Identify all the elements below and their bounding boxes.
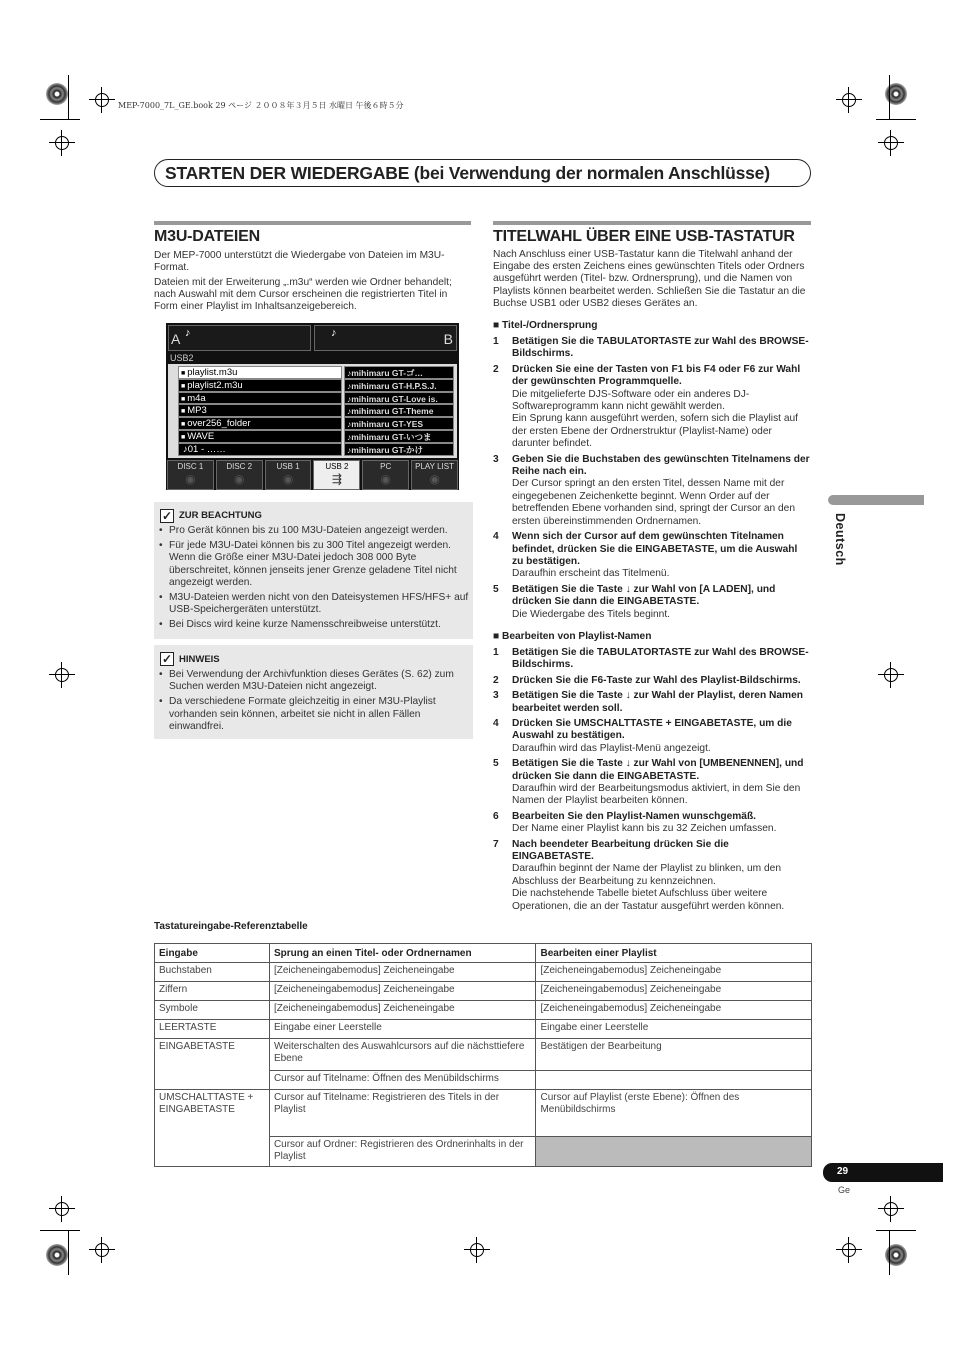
table-header-cell: Bearbeiten einer Playlist — [536, 944, 812, 963]
crop-mark — [884, 668, 898, 682]
step-instruction: Betätigen Sie die TABULATORTASTE zur Wahl des BROWSE-Bildschirms. — [512, 336, 809, 360]
file-info: MEP-7000_7L_GE.book 29 ページ ２００８年３月５日 水曜日 午後６時５分 — [118, 101, 404, 110]
language-tab-bar — [828, 495, 924, 505]
step-instruction: Drücken Sie UMSCHALTTASTE + EINGABETASTE, um die Auswahl zu bestätigen. — [512, 717, 792, 742]
step — [493, 811, 811, 836]
table-cell: [Zeicheneingabemodus] Zeicheneingabe — [536, 982, 812, 1001]
step-note: Der Cursor springt an den ersten Titel, dessen Name mit der eingegebenen Zeichenkette beginnt. Wenn Order auf der betreffenden Ebene vorhanden sind, springt der Cursor an den ersten übereinstimmenden Ordnernamen. — [512, 478, 795, 527]
step — [493, 584, 811, 621]
step-instruction: Drücken Sie eine der Tasten von F1 bis F4 oder F6 zur Wahl der gewünschten Programmquelle. — [512, 363, 801, 388]
usb-icon: ◉ — [282, 472, 294, 486]
table-cell-empty — [536, 1137, 812, 1167]
table-row — [155, 982, 812, 1001]
page-language: Ge — [838, 1185, 851, 1195]
table-cell: LEERTASTE — [155, 1020, 270, 1039]
track-list-item[interactable]: ♪mihimaru GT-Theme — [344, 404, 454, 417]
step-note: Der Name einer Playlist kann bis zu 32 Zeichen umfassen. — [512, 823, 777, 835]
subhead-edit: ■ Bearbeiten von Playlist-Namen — [493, 630, 652, 642]
table-cell: Bestätigen der Bearbeitung — [536, 1039, 812, 1071]
track-list-item[interactable]: ♪mihimaru GT-Love is. — [344, 392, 454, 405]
page-title: STARTEN DER WIEDERGABE (bei Verwendung der normalen Anschlüsse) — [154, 159, 811, 187]
step-number: 3 — [493, 453, 499, 465]
step — [493, 675, 811, 687]
source-button-label: DISC 1 — [177, 462, 204, 471]
table-cell: [Zeicheneingabemodus] Zeicheneingabe — [536, 1001, 812, 1020]
deck-b-label: B — [443, 331, 453, 347]
step — [493, 364, 811, 451]
reference-table — [154, 943, 812, 1167]
table-cell: Cursor auf Titelname: Öffnen des Menübildschirms — [269, 1071, 536, 1090]
table-cell — [536, 1071, 812, 1090]
step-instruction: Betätigen Sie die Taste ↓ zur Wahl der Playlist, deren Namen bearbeitet werden soll. — [512, 690, 803, 714]
folder-icon: ■ — [181, 408, 186, 416]
note-item: • Für jede M3U-Datei können bis zu 300 Titel angezeigt werden. Wenn die Größe einer M3U-Datei jedoch 308 000 Byte überschreitet, können jenseits jener Grenze geladene Titel nicht angezeigt werden. — [154, 540, 470, 589]
usb-intro: Nach Anschluss einer USB-Tastatur kann die Titelwahl anhand der Eingabe des ersten Zeichens eines gewünschten Titels oder Ordners ausgeführt werden (Titel- bzw. Ordnersprung), und die Namen von Playlists können bearbeitet werden. Schließen Sie die Tastatur an die Buchse USB1 oder USB2 dieses Gerätes an. — [493, 249, 806, 309]
table-row — [155, 963, 812, 982]
source-button-usb-1[interactable] — [265, 460, 312, 490]
folder-icon: ■ — [181, 370, 186, 377]
step — [493, 454, 811, 528]
step-note: Die Wiedergabe des Titels beginnt. — [512, 608, 670, 620]
note-heading: ZUR BEACHTUNG — [179, 510, 262, 521]
source-button-label: PC — [380, 462, 392, 471]
step-note: Die mitgelieferte DJS-Software oder ein anderes DJ-Softwareprogramm kann nicht gewählt werden. — [512, 388, 750, 413]
file-list-item[interactable] — [178, 417, 342, 430]
source-button-label: PLAY LIST — [415, 462, 454, 471]
step-instruction: Wenn sich der Cursor auf dem gewünschten Titelnamen befindet, drücken Sie die EINGABETASTE, um die Auswahl zu bestätigen. — [512, 531, 798, 567]
source-button-label: USB 2 — [325, 462, 349, 471]
checkmark-icon: ✓ — [161, 652, 173, 666]
crop-mark — [470, 1243, 484, 1257]
registration-mark — [46, 83, 68, 105]
table-cell: Eingabe einer Leerstelle — [536, 1020, 812, 1039]
table-header-cell: Eingabe — [155, 944, 270, 963]
file-name: MP3 — [187, 405, 207, 417]
crop-mark — [95, 93, 109, 107]
table-row — [155, 1020, 812, 1039]
step — [493, 839, 811, 913]
track-list-item[interactable]: ♪mihimaru GT-H.P.S.J. — [344, 379, 454, 392]
music-note-icon: ♪ — [185, 327, 191, 339]
step-note: Daraufhin wird der Bearbeitungsmodus aktiviert, in dem Sie den Namen der Playlist bearbeiten können. — [512, 783, 801, 807]
step-instruction: Drücken Sie die F6-Taste zur Wahl des Playlist-Bildschirms. — [512, 674, 801, 686]
crop-mark — [884, 1202, 898, 1216]
table-cell: Cursor auf Playlist (erste Ebene): Öffnen des Menübildschirms — [536, 1090, 812, 1137]
subhead-jump: ■ Titel-/Ordnersprung — [493, 320, 598, 331]
step-note: Ein Sprung kann ausgeführt werden, sofern sich die Playlist auf der ersten Ebene der Ordnerstruktur (Playlist-Name) oder darunter befindet. — [512, 413, 798, 450]
steps-edit — [493, 647, 811, 913]
source-button-disc-2[interactable] — [216, 460, 263, 490]
note-list — [154, 669, 470, 736]
step-note: Daraufhin beginnt der Name der Playlist zu blinken, um den Abschluss der Bearbeitung zu kennzeichnen. — [512, 863, 781, 887]
m3u-paragraph-1: Der MEP-7000 unterstützt die Wiedergabe von Dateien im M3U-Format. — [154, 250, 445, 274]
step — [493, 647, 811, 672]
step-instruction: Betätigen Sie die Taste ↓ zur Wahl von [A LADEN], und drücken Sie dann die EINGABETASTE. — [512, 583, 776, 608]
file-list-item[interactable] — [178, 430, 342, 443]
table-header-row — [155, 944, 812, 963]
registration-mark — [46, 1244, 68, 1266]
section-title-m3u: M3U-DATEIEN — [154, 228, 260, 245]
disc-icon: ◉ — [234, 472, 245, 486]
m3u-paragraph-2: Dateien mit der Erweiterung „.m3u“ werden wie Ordner behandelt; nach Auswahl mit dem Cursor erscheinen die registrierten Titel in Form einer Playlist im Inhaltsanzeigebereich. — [154, 277, 452, 313]
note-item: • M3U-Dateien werden nicht von den Dateisystemen HFS/HFS+ auf USB-Speichergeräten unterstützt. — [154, 592, 470, 616]
crop-mark — [55, 668, 69, 682]
note-item: • Pro Gerät können bis zu 100 M3U-Dateien angezeigt werden. — [154, 525, 470, 537]
table-cell: Buchstaben — [155, 963, 270, 982]
step-number: 5 — [493, 758, 499, 770]
table-cell: Cursor auf Titelname: Registrieren des Titels in der Playlist — [269, 1090, 536, 1137]
note-item: • Bei Verwendung der Archivfunktion dieses Gerätes (S. 62) zum Suchen werden M3U-Dateien nicht angezeigt. — [154, 669, 470, 693]
step — [493, 690, 811, 715]
step-number: 4 — [493, 717, 499, 729]
page-number: 29 — [823, 1163, 943, 1182]
step-number: 1 — [493, 646, 499, 658]
table-row — [155, 1090, 812, 1137]
source-button-disc-1[interactable] — [167, 460, 214, 490]
step-number: 2 — [493, 363, 499, 375]
table-cell: Ziffern — [155, 982, 270, 1001]
music-note-icon: ♪ — [331, 327, 337, 339]
table-cell: Weiterschalten des Auswahlcursors auf die nächsttiefere Ebene — [269, 1039, 536, 1071]
section-title-usb: TITELWAHL ÜBER EINE USB-TASTATUR — [493, 228, 795, 245]
step — [493, 336, 811, 361]
table-caption: Tastatureingabe-Referenztabelle — [154, 921, 308, 932]
file-name: WAVE — [187, 430, 215, 442]
folder-icon: ■ — [181, 382, 186, 390]
step-instruction: Betätigen Sie die Taste ↓ zur Wahl von [UMBENENNEN], und drücken Sie dann die EINGABETASTE. — [512, 758, 804, 782]
step-number: 3 — [493, 690, 499, 702]
file-list-item[interactable] — [178, 404, 342, 417]
step-instruction: Nach beendeter Bearbeitung drücken Sie die EINGABETASTE. — [512, 838, 729, 863]
table-row — [155, 1039, 812, 1071]
step-number: 2 — [493, 674, 499, 686]
crop-mark — [95, 1243, 109, 1257]
note-box-hinweis — [154, 645, 473, 739]
language-tab: Deutsch — [833, 513, 847, 566]
note-item: • Da verschiedene Formate gleichzeitig in einer M3U-Playlist vorhanden sein können, arbeitet sie nicht in allen Fällen einwandfrei. — [154, 696, 470, 733]
steps-jump — [493, 336, 811, 621]
track-list-item[interactable]: ♪mihimaru GT-かけ — [344, 443, 454, 456]
list-icon: ◉ — [429, 472, 440, 486]
crop-mark — [55, 1202, 69, 1216]
folder-icon: ■ — [181, 433, 186, 441]
step-note: Daraufhin erscheint das Titelmenü. — [512, 568, 670, 580]
source-label: USB2 — [170, 353, 194, 363]
note-list — [154, 525, 470, 635]
file-name: over256_folder — [187, 418, 251, 430]
table-cell: Eingabe einer Leerstelle — [269, 1020, 536, 1039]
track-list-item[interactable]: ♪mihimaru GT-ゴ… — [344, 366, 454, 379]
folder-icon: ■ — [181, 395, 186, 403]
folder-icon: ■ — [181, 421, 186, 429]
file-name: playlist2.m3u — [187, 379, 243, 391]
step-number: 4 — [493, 531, 499, 543]
table-cell: [Zeicheneingabemodus] Zeicheneingabe — [269, 963, 536, 982]
step-number: 7 — [493, 838, 499, 850]
file-list-item[interactable] — [178, 443, 342, 456]
source-button-play-list[interactable] — [411, 460, 458, 490]
source-button-label: DISC 2 — [226, 462, 253, 471]
file-name: m4a — [187, 392, 206, 404]
file-name: ♪01 - …… — [183, 443, 226, 455]
deck-a-label: A — [171, 331, 181, 347]
note-heading: HINWEIS — [179, 654, 220, 665]
table-cell: [Zeicheneingabemodus] Zeicheneingabe — [269, 982, 536, 1001]
step-instruction: Bearbeiten Sie den Playlist-Namen wunschgemäß. — [512, 810, 757, 822]
step — [493, 718, 811, 755]
step — [493, 531, 811, 581]
step — [493, 758, 811, 808]
table-cell: Symbole — [155, 1001, 270, 1020]
crop-mark — [55, 136, 69, 150]
note-item: • Bei Discs wird keine kurze Namensschreibweise unterstützt. — [154, 619, 470, 631]
track-list-item[interactable]: ♪mihimaru GT-YES — [344, 417, 454, 430]
step-note: Die nachstehende Tabelle bietet Aufschluss über weitere Operationen, die an der Tastatur ausgeführt werden können. — [512, 888, 785, 912]
step-number: 1 — [493, 336, 499, 347]
disc-icon: ◉ — [185, 472, 196, 486]
step-note: Daraufhin wird das Playlist-Menü angezeigt. — [512, 742, 711, 754]
monitor-icon: ◉ — [380, 472, 391, 486]
table-cell: [Zeicheneingabemodus] Zeicheneingabe — [536, 963, 812, 982]
file-name: playlist.m3u — [187, 367, 238, 378]
table-row — [155, 1001, 812, 1020]
step-number: 5 — [493, 583, 499, 595]
table-cell: UMSCHALTTASTE + EINGABETASTE — [155, 1090, 270, 1167]
section-bar — [493, 221, 811, 225]
table-header-cell: Sprung an einen Titel- oder Ordnernamen — [269, 944, 536, 963]
note-box-zur-beachtung — [154, 502, 473, 639]
usb-icon: ⇶ — [331, 472, 342, 486]
source-button-pc[interactable] — [362, 460, 409, 490]
source-button-label: USB 1 — [276, 462, 300, 471]
checkmark-icon: ✓ — [161, 509, 173, 523]
file-list-item[interactable] — [178, 392, 342, 405]
section-bar — [154, 221, 471, 225]
step-instruction: Betätigen Sie die TABULATORTASTE zur Wahl des BROWSE-Bildschirms. — [512, 646, 809, 671]
table-cell: EINGABETASTE — [155, 1039, 270, 1090]
file-list-item[interactable] — [178, 379, 342, 392]
source-button-usb-2[interactable] — [313, 460, 360, 490]
steps-section — [493, 320, 811, 916]
table-cell: Cursor auf Ordner: Registrieren des Ordnerinhalts in der Playlist — [269, 1137, 536, 1167]
crop-mark — [842, 1243, 856, 1257]
crop-mark — [884, 136, 898, 150]
table-cell: [Zeicheneingabemodus] Zeicheneingabe — [269, 1001, 536, 1020]
step-number: 6 — [493, 810, 499, 822]
crop-mark — [842, 93, 856, 107]
step-instruction: Geben Sie die Buchstaben des gewünschten Titelnamens der Reihe nach ein. — [512, 453, 810, 478]
file-list-item[interactable] — [178, 366, 342, 379]
track-list-item[interactable]: ♪mihimaru GT-いつま — [344, 430, 454, 443]
browse-screen — [166, 323, 459, 490]
